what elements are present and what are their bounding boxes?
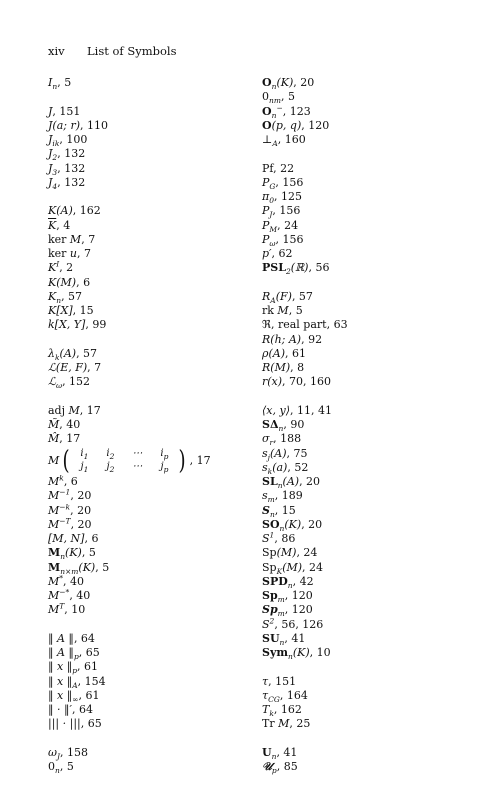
symbol-entry [262,475,487,489]
page-ref: , 164 [279,688,308,702]
symbol: $SO_n(K)$ [262,517,302,533]
page-ref: , 11, 41 [290,403,332,417]
page-ref: , 70, 160 [282,375,332,389]
symbol-entry [262,589,487,603]
matrix-base: M [48,453,60,467]
symbol: $M^{-k}$ [48,501,71,517]
entry-spacer [48,90,248,104]
symbol: $\perp_A$ [262,133,278,149]
symbol: J [48,104,53,118]
symbol: ker M [48,232,82,246]
running-header [48,44,176,58]
symbol-entry [48,176,248,190]
symbol-entry [262,318,487,332]
symbol: ‖ x $‖_A$ [48,674,78,690]
symbol: K(M) [48,275,77,289]
symbol: Sym$_n$(K) [262,646,310,662]
entry-spacer [48,333,248,347]
symbol: $S^1$ [262,530,275,545]
symbol-entry [48,518,248,532]
symbol: $SL_n(A)$ [262,475,300,491]
symbol-entry [48,105,248,119]
entry-spacer [48,190,248,204]
page-ref: , 6 [63,475,78,488]
symbol: $S^2$ [262,615,275,631]
symbol: $J_4$ [48,175,58,191]
symbol-entry [48,603,248,617]
symbol-entry [48,304,248,318]
symbol: ‖ x $‖_p$ [48,660,78,676]
page-ref: , 56, 126 [274,617,324,631]
page-ref: , 20 [293,76,315,89]
symbol-entry [262,76,487,90]
symbol-entry [262,233,487,247]
symbol: ‖ x $‖_\infty$ [48,688,79,704]
page-ref: , 56 [308,261,330,275]
symbol-entry [48,261,248,275]
page-ref: , 20 [70,517,92,531]
symbol-entry [262,290,487,304]
symbol-entry [262,760,487,774]
entry-spacer [262,147,487,161]
symbol: Pf [262,161,274,175]
page-ref: , 41 [276,745,298,759]
symbol-entry [262,447,487,461]
page-ref: , 7 [87,361,102,374]
symbol: $\overline{K}$ [48,218,57,232]
symbol: ⟨x, y⟩ [262,403,290,417]
page-ref: , 57 [76,346,98,360]
symbol-entry [262,404,487,418]
page-ref: , 65 [78,646,100,659]
page-ref: , 61 [78,688,100,702]
page-number: xiv [48,44,65,58]
symbol-entry [48,318,248,332]
page-ref: , 15 [274,503,296,517]
page-ref: , 7 [77,247,92,260]
symbol: R(h; A) [262,332,302,346]
page-ref: , 40 [69,589,91,602]
page-ref: , 8 [290,361,305,374]
symbol: ‖ A $‖_p$ [48,646,79,662]
page-ref: , 61 [285,346,306,360]
page-ref: , 86 [274,532,296,545]
page-ref: , 85 [276,760,298,773]
symbol-entry [262,689,487,703]
symbol-entry-matrix [48,447,248,476]
symbol: ‖ A ‖ [48,631,74,645]
symbol-entry [48,418,248,432]
symbol: J(a; r) [48,118,81,132]
symbol: ℜ, real part [262,318,327,332]
symbol: $Sp_m$ [262,589,285,605]
entry-spacer [48,390,248,404]
symbol-entry [262,717,487,731]
symbol-entry [262,333,487,347]
symbol-entry [48,204,248,218]
symbol-entry [262,632,487,646]
symbol-entry [48,532,248,546]
symbol: ℒ(E, F) [48,361,88,374]
page-ref: , 90 [283,418,305,431]
page-ref: , 65 [80,717,102,731]
symbol-entry [262,90,487,104]
page-ref: , 110 [80,118,109,132]
symbol: ‖ · ‖′ [48,703,72,716]
symbol-entry [262,561,487,575]
page-ref: , 100 [59,133,88,146]
symbol-entry [262,375,487,389]
page-ref: , 120 [284,589,313,602]
page-ref: , 123 [282,104,311,118]
page-ref: , 4 [56,218,71,232]
page-ref: , 160 [277,133,306,146]
symbol-entry [262,176,487,190]
symbol: $O_n(K)$ [262,76,294,92]
page-ref: , 156 [275,175,304,189]
page-ref: , 42 [292,574,314,588]
symbol: $\omega_J$ [48,745,60,761]
page-ref: , 17 [59,432,81,446]
page-ref: , 22 [273,161,295,175]
symbol-entry [262,190,487,204]
symbol-entry [48,546,248,560]
page-ref: , 17 [189,453,211,467]
symbol: $K^I$ [48,259,60,275]
symbol-entry [262,418,487,432]
symbol-entry [48,276,248,290]
entry-spacer [262,276,487,290]
entry-spacer [262,732,487,746]
symbol-entry [48,219,248,233]
symbol: $O_n^-$ [262,102,283,120]
symbol: 𝒰$_p$ [262,760,277,776]
symbol: $M_{n\times m}(K)$ [48,560,96,576]
symbol: $SPD_n$ [262,574,293,590]
symbol: $M_n(K)$ [48,546,82,562]
symbol-entry [262,219,487,233]
symbol-entry [262,489,487,503]
page-ref: , 40 [63,574,85,588]
page-ref: , 189 [274,489,303,503]
symbol-entry [48,632,248,646]
page-ref: , 25 [289,717,311,731]
symbol-entry [48,646,248,660]
page-ref: , 41 [284,631,306,645]
symbol: $U_n$ [262,745,277,761]
page-ref: , 120 [284,603,313,617]
page-ref: , 132 [57,147,86,161]
symbol-entry [48,561,248,575]
symbol-entry [262,304,487,318]
symbol: $M^{-T}$ [48,516,71,531]
page-ref: , 75 [286,446,308,460]
symbol-entry [48,361,248,375]
entry-spacer [48,732,248,746]
symbol-entry [48,76,248,90]
symbol: $R_A(F)$ [262,289,292,305]
symbol: R(M) [262,361,291,374]
page-ref: , 188 [273,432,302,446]
symbol: $\lambda_k(A)$ [48,346,77,362]
page-ref: , 20 [70,489,92,503]
symbol: $P_G$ [262,175,276,191]
symbol: M̃ [48,418,60,431]
symbol: k[X, Y] [48,318,86,332]
symbol: $PSL_2(ℝ)$ [262,261,309,277]
page-ref: , 64 [73,631,95,645]
symbol: $M^{-1}$ [48,487,71,503]
symbol-entry [48,703,248,717]
symbol: $s_m$ [262,489,275,505]
symbol-entry [48,347,248,361]
symbol-entry [262,102,487,120]
symbol-entry [262,247,487,261]
page-ref: , 162 [72,204,101,218]
page-ref: , 5 [280,90,295,104]
symbol: $0_n$ [48,760,60,776]
right-symbol-column [262,76,487,774]
page-ref: , 132 [57,175,86,189]
page-ref: , 62 [271,247,293,260]
symbol: $\sigma_r$ [262,432,274,448]
symbol: $K_n$ [48,289,62,305]
symbol-entry [262,518,487,532]
symbol: Sp(M) [262,546,297,560]
symbol: $P_J$ [262,204,273,220]
page-ref: , 6 [84,532,99,545]
page-ref: , 52 [287,460,309,474]
symbol: $T_k$ [262,703,274,719]
entry-spacer [262,390,487,404]
symbol: K(A) [48,204,73,218]
page-ref: , 17 [79,403,101,417]
entry-spacer [262,660,487,674]
symbol-entry [262,615,487,632]
page-ref: , 99 [85,318,107,332]
symbol-entry [262,133,487,147]
entry-spacer [48,618,248,632]
symbol-entry [48,147,248,161]
symbol: $J_2$ [48,147,58,163]
symbol-entry [48,119,248,133]
page-ref: , 154 [77,674,106,688]
symbol: $s_j(A)$ [262,446,287,462]
symbol-entry [262,119,487,133]
page-ref: , 7 [81,232,96,246]
symbol: p′ [262,247,272,260]
symbol-entry [48,133,248,147]
page-ref: , 5 [95,560,110,574]
page-ref: , 24 [302,560,324,574]
symbol-entry [48,589,248,603]
page-ref: , 5 [59,760,74,773]
symbol-entry [48,660,248,674]
symbol-entry [48,162,248,176]
page-ref: , 20 [301,517,323,531]
page-ref: , 57 [61,289,83,303]
symbol-entry [262,361,487,375]
symbol-entry [48,575,248,589]
page-ref: , 2 [59,261,74,275]
page-ref: , 6 [76,275,91,289]
symbol: r(x) [262,375,283,389]
page-ref: , 151 [268,674,297,688]
symbol-entry [48,247,248,261]
page-ref: , 132 [57,161,86,175]
symbol: M−* [48,587,70,602]
page-ref: , 64 [72,703,93,716]
symbol: $J_3$ [48,161,58,177]
symbol-entry [48,689,248,703]
symbol: ||| · ||| [48,717,81,731]
symbol: $P_M$ [262,218,278,234]
symbol: Tr M [262,717,290,731]
symbol: rk M [262,304,289,317]
symbol-entry [48,501,248,518]
symbol-entry [48,675,248,689]
symbol-entry [48,760,248,774]
symbol: M̂ [48,432,60,446]
page-ref: , 158 [60,745,88,759]
page-ref: , 125 [274,190,303,203]
symbol-entry [262,347,487,361]
symbol-entry [48,375,248,389]
page-ref: , 5 [288,304,303,317]
page-ref: , 10 [309,646,331,659]
page-ref: , 24 [296,546,318,560]
page-ref: , 20 [70,503,92,517]
symbol-entry [262,575,487,589]
symbol-entry [262,261,487,275]
symbol: $SU_n$ [262,631,285,647]
page-ref: , 162 [273,703,302,716]
symbol-entry [262,703,487,717]
page-ref: , 63 [326,318,348,332]
symbol: O(p, q) [262,118,302,132]
symbol-entry [48,746,248,760]
symbol: $I_n$ [48,76,58,92]
symbol: ℒ$_\omega$ [48,375,63,391]
symbol: ker u [48,247,78,260]
page-ref: , 20 [299,475,321,488]
symbol-entry [48,489,248,503]
symbol: K[X] [48,304,73,317]
left-symbol-column [48,76,248,774]
page-ref: , 10 [64,603,86,617]
symbol: ρ(A) [262,346,285,360]
page-ref: , 5 [81,546,96,560]
symbol-entry [48,475,248,489]
page-ref: , 24 [277,218,299,232]
symbol: adj M [48,403,80,417]
symbol: $P_\omega$ [262,232,276,248]
symbol-entry [262,675,487,689]
page-ref: , 151 [52,104,81,118]
symbol: $\tau_{CG}$ [262,688,280,704]
symbol: $S_n$ [262,503,275,519]
symbol: [M, N] [48,532,85,545]
symbol-entry [48,233,248,247]
symbol: $M^T$ [48,601,65,617]
page-ref: , 156 [275,232,304,246]
page-ref: , 92 [301,332,323,346]
symbol-entry [262,461,487,475]
page-ref: , 120 [301,118,330,132]
symbol-entry [262,603,487,617]
symbol: $Sp_K(M)$ [262,560,303,576]
symbol: $s_k(a)$ [262,460,288,476]
symbol-entry [262,504,487,518]
symbol: $M^k$ [48,473,64,488]
symbol-entry [262,162,487,176]
symbol-entry [262,646,487,660]
symbol: $J_{ik}$ [48,133,60,149]
page-ref: , 152 [62,375,91,389]
page-ref: , 61 [77,660,99,674]
page-ref: , 5 [57,76,72,89]
header-title: List of Symbols [87,44,177,58]
symbol-entry [48,290,248,304]
symbol: $0_{nm}$ [262,90,281,106]
symbol-entry [48,717,248,731]
page-ref: , 156 [272,204,301,218]
symbol-entry [262,432,487,446]
symbol-entry [262,532,487,546]
symbol-entry [262,746,487,760]
page-ref: , 15 [72,304,94,317]
symbol: $\pi_0$ [262,190,275,206]
matrix-symbol: ( $i_1$ $i_2$ ⋯ $i_p$ $j_1$ $j_2$ ⋯ $j_p$ ) [62,445,187,476]
symbol-entry [48,432,248,446]
symbol: $Sp_m$ [262,603,285,619]
symbol: τ [262,674,269,688]
page-ref: , 57 [291,289,313,303]
symbol-entry [262,204,487,218]
symbol-entry [48,404,248,418]
symbol: M* [48,573,64,588]
page-ref: , 40 [59,418,81,431]
symbol-entry [262,546,487,560]
symbol: $S\Delta_n$ [262,418,284,434]
